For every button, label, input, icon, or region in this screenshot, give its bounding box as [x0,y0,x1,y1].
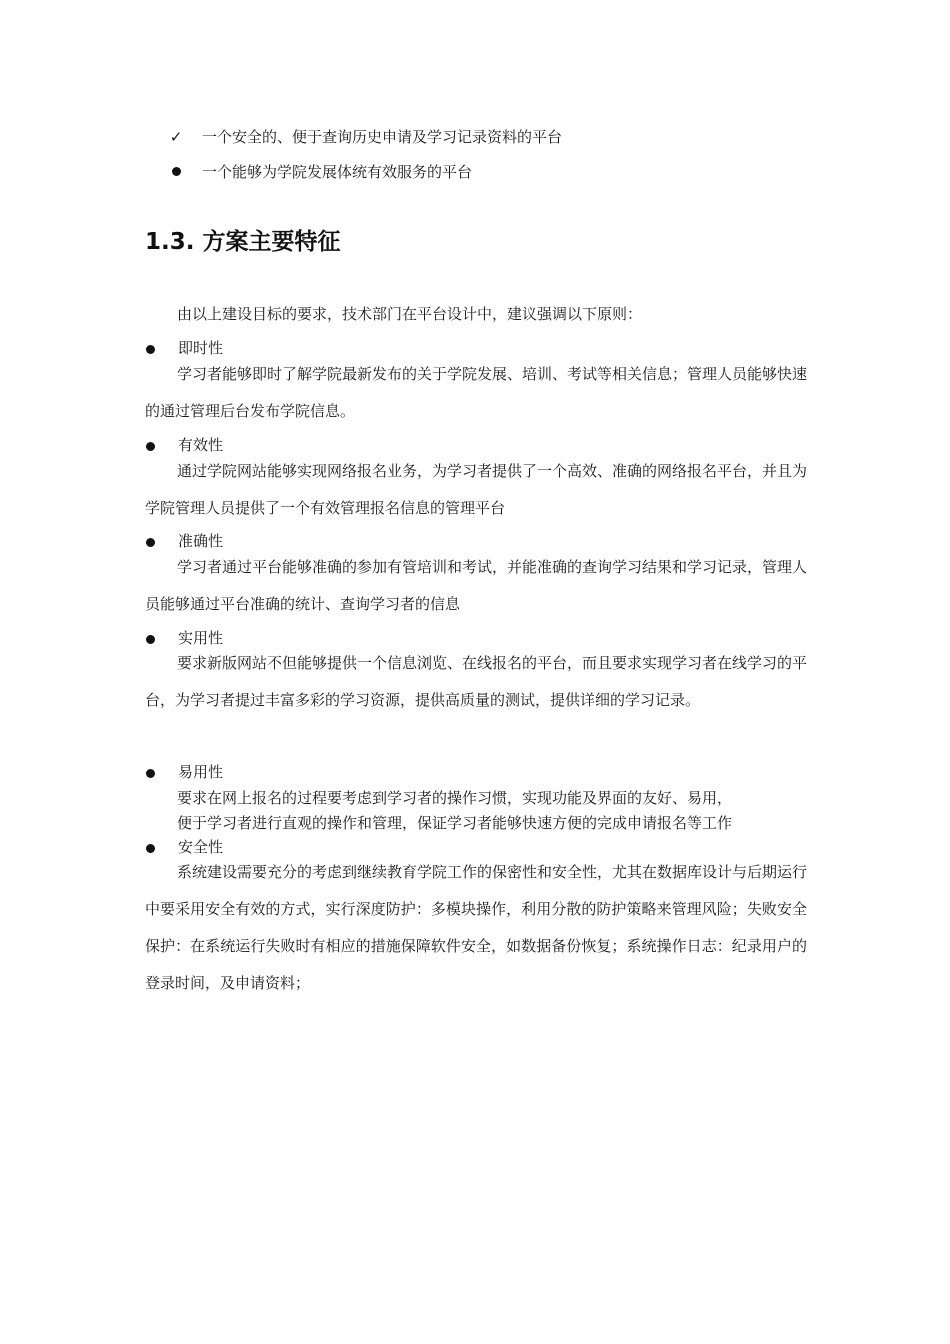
section-heading [145,225,341,259]
feature-description-line: 便于学习者进行直观的操作和管理，保证学习者能够快速方便的完成申请报名等工作 [177,814,733,832]
bullet-dot-icon [146,635,155,644]
top-list-item-text: 一个安全的、便于查询历史申请及学习记录资料的平台 [202,128,563,146]
section-number: 1.3. [145,229,195,255]
feature-label: 易用性 [178,763,224,781]
checkmark-icon: ✓ [169,128,183,146]
feature-description: 要求新版网站不但能够提供一个信息浏览、在线报名的平台，而且要求实现学习者在线学习的平台，为学习者提过丰富多彩的学习资源，提供高质量的测试，提供详细的学习记录。 [145,654,808,709]
section-title: 方案主要特征 [202,229,341,255]
feature-label: 安全性 [178,838,224,856]
intro-paragraph: 由以上建设目标的要求，技术部门在平台设计中，建议强调以下原则： [177,305,643,323]
feature-label: 有效性 [178,436,224,454]
feature-label: 准确性 [178,532,224,550]
top-list-item-text: 一个能够为学院发展体统有效服务的平台 [202,163,473,181]
bullet-dot-icon [146,538,155,547]
feature-description: 学习者能够即时了解学院最新发布的关于学院发展、培训、考试等相关信息；管理人员能够快速的通过管理后台发布学院信息。 [145,365,808,420]
feature-description: 学习者通过平台能够准确的参加有管培训和考试，并能准确的查询学习结果和学习记录，管理人员能够通过平台准确的统计、查询学习者的信息 [145,558,808,613]
feature-label: 实用性 [178,629,224,647]
bullet-dot-icon [168,161,184,183]
bullet-dot-icon [146,345,155,354]
feature-label: 即时性 [178,339,224,357]
feature-description-line: 要求在网上报名的过程要考虑到学习者的操作习惯，实现功能及界面的友好、易用， [177,789,733,807]
feature-description: 通过学院网站能够实现网络报名业务，为学习者提供了一个高效、准确的网络报名平台，并且为学院管理人员提供了一个有效管理报名信息的管理平台 [145,462,808,517]
bullet-dot-icon [146,769,155,778]
bullet-dot-icon [146,442,155,451]
feature-description: 系统建设需要充分的考虑到继续教育学院工作的保密性和安全性，尤其在数据库设计与后期运行中要采用安全有效的方式，实行深度防护：多模块操作，利用分散的防护策略来管理风险；失败安全保护：在系统运行失败时有相应的措施保障软件安全，如数据备份恢复；系统操作日志：纪录用户的登录时间，及申请资料； [145,863,808,992]
bullet-dot-icon [146,844,155,853]
